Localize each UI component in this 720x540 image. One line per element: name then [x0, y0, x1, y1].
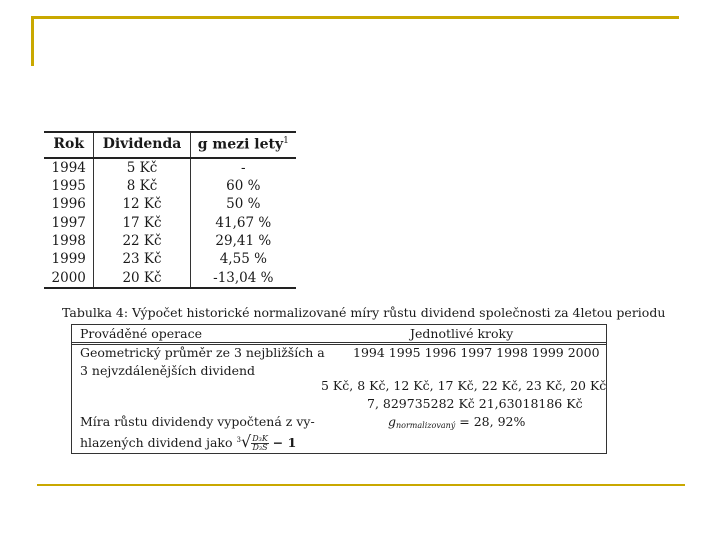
dividend-rows: [44, 158, 296, 288]
table-row: [44, 195, 296, 213]
result-subscript: normalizovaný: [396, 421, 456, 430]
operations-table: [71, 324, 607, 454]
cell-dividend: 22 Kč: [94, 232, 190, 250]
step-geometric-means: 7, 829735282 Kč 21,63018186 Kč: [367, 396, 583, 411]
cell-growth: 29,41 %: [215, 232, 272, 249]
cell-dividend: 12 Kč: [94, 195, 190, 213]
operation-1-line1: Geometrický průměr ze 3 nejbližších a: [80, 345, 325, 360]
cell-year: 1997: [44, 214, 94, 232]
table-row: [44, 214, 296, 232]
col-header-operations: Prováděné operace: [80, 326, 202, 341]
cell-growth: 41,67 %: [215, 214, 272, 231]
table-row: [44, 268, 296, 287]
step-dividends: 5 Kč, 8 Kč, 12 Kč, 17 Kč, 22 Kč, 23 Kč, 20 Kč: [321, 378, 607, 393]
step-normalized-growth: [388, 414, 525, 430]
footnote-mark: 1: [283, 136, 289, 146]
root-index: 3: [236, 435, 241, 444]
frame-bottom-border: [37, 484, 685, 486]
col-header-year: Rok: [44, 132, 94, 158]
frame-left-border: [31, 16, 34, 66]
operation-2-text: hlazených dividend jako: [80, 435, 233, 450]
table-row: [44, 232, 296, 250]
table-row: [44, 158, 296, 177]
operation-1-line2: 3 nejvzdálenějších dividend: [80, 363, 256, 378]
cell-year: 2000: [44, 268, 94, 287]
cell-dividend: 5 Kč: [94, 158, 190, 177]
dividend-history-table: [44, 131, 296, 289]
cell-growth: 50 %: [226, 196, 261, 213]
formula-fraction: [251, 435, 269, 452]
fraction-numerator: D₃K: [252, 434, 268, 443]
cell-year: 1996: [44, 195, 94, 213]
col-header-growth: [190, 132, 296, 158]
formula-minus-one: − 1: [272, 435, 297, 450]
table-caption: Tabulka 4: Výpočet historické normalizované míry růstu dividend společnosti za 4letou periodu: [62, 305, 666, 320]
cell-dividend: 23 Kč: [94, 250, 190, 268]
cell-growth: 60 %: [226, 178, 261, 195]
result-value: = 28, 92%: [459, 414, 526, 429]
table-row: [44, 177, 296, 195]
result-symbol: g: [388, 414, 397, 429]
cell-growth: -13,04 %: [190, 268, 296, 287]
cell-year: 1995: [44, 177, 94, 195]
cell-year: 1999: [44, 250, 94, 268]
table-row: [44, 250, 296, 268]
col-header-dividend: Dividenda: [94, 132, 190, 158]
fraction-denominator: D₃S: [252, 443, 268, 452]
col-header-steps: Jednotlivé kroky: [410, 326, 514, 341]
root-sign: √: [241, 432, 252, 451]
operation-2-line1: Míra růstu dividendy vypočtená z vy-: [80, 414, 315, 429]
cell-growth: -: [241, 159, 246, 176]
cell-dividend: 8 Kč: [94, 177, 190, 195]
cell-year: 1998: [44, 232, 94, 250]
operations-header-row: [72, 325, 606, 343]
cell-dividend: 20 Kč: [94, 268, 190, 287]
cell-dividend: 17 Kč: [94, 214, 190, 232]
cell-growth: 4,55 %: [219, 251, 267, 268]
step-years: 1994 1995 1996 1997 1998 1999 2000: [353, 345, 600, 360]
cell-year: 1994: [44, 158, 94, 177]
col-header-growth-label: g mezi lety: [197, 136, 284, 153]
frame-top-border: [31, 16, 679, 19]
operation-2-line2: [80, 432, 296, 452]
